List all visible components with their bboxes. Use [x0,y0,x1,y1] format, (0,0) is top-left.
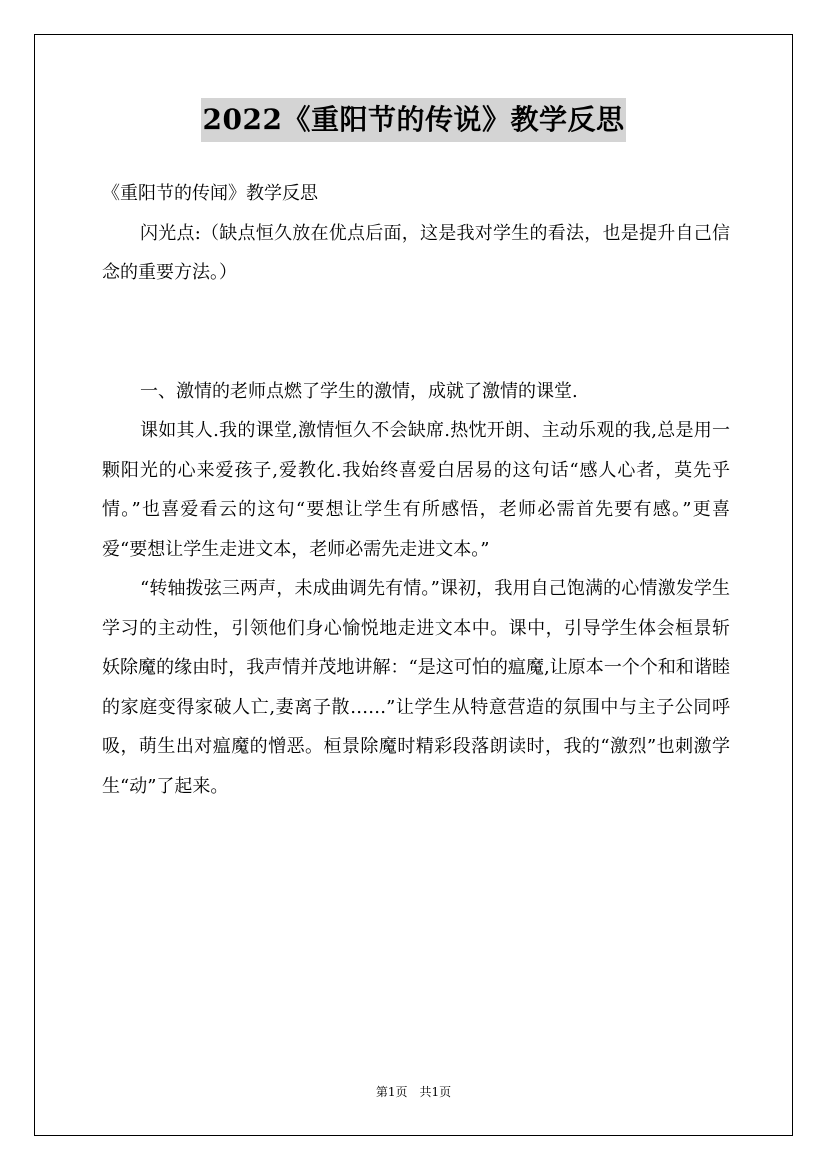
page-footer: 第1页 共1页 [375,1085,452,1099]
section-heading: 一、激情的老师点燃了学生的激情，成就了激情的课堂. [140,380,578,402]
paragraph: “转轴拨弦三两声，未成曲调先有情。”课初，我用自己饱满的心情激发学生学习的主动性，引领他们身心愉悦地走进文本中。课中，引导学生体会桓景斩妖除魔的缘由时，我声情并茂地讲解：“是这可怕的瘟魔,让原本一个个和和谐睦的家庭变得家破人亡,妻离子散……”让学生从特意营造的氛围中与主子公同呼吸，萌生出对瘟魔的憎恶。桓景除魔时精彩段落朗读时，我的“激烈”也刺激学生“动”了起来。 [102,578,730,797]
document-title: 2022《重阳节的传说》教学反思 [201,98,627,142]
blank-space [102,293,730,372]
title-container [0,98,827,142]
document-subtitle: 《重阳节的传闻》教学反思 [102,183,318,204]
paragraph: 课如其人.我的课堂,激情恒久不会缺席.热忱开朗、主动乐观的我,总是用一颗阳光的心来爱孩子,爱教化.我始终喜爱白居易的这句话“感人心者，莫先乎情。”也喜爱看云的这句“要想让学生有所感悟，老师必需首先要有感。”更喜爱“要想让学生走进文本，老师必需先走进文本。” [102,420,730,560]
document-body [102,174,730,806]
paragraph-highlight: 闪光点:（缺点恒久放在优点后面，这是我对学生的看法，也是提升自己信念的重要方法。） [102,222,730,283]
